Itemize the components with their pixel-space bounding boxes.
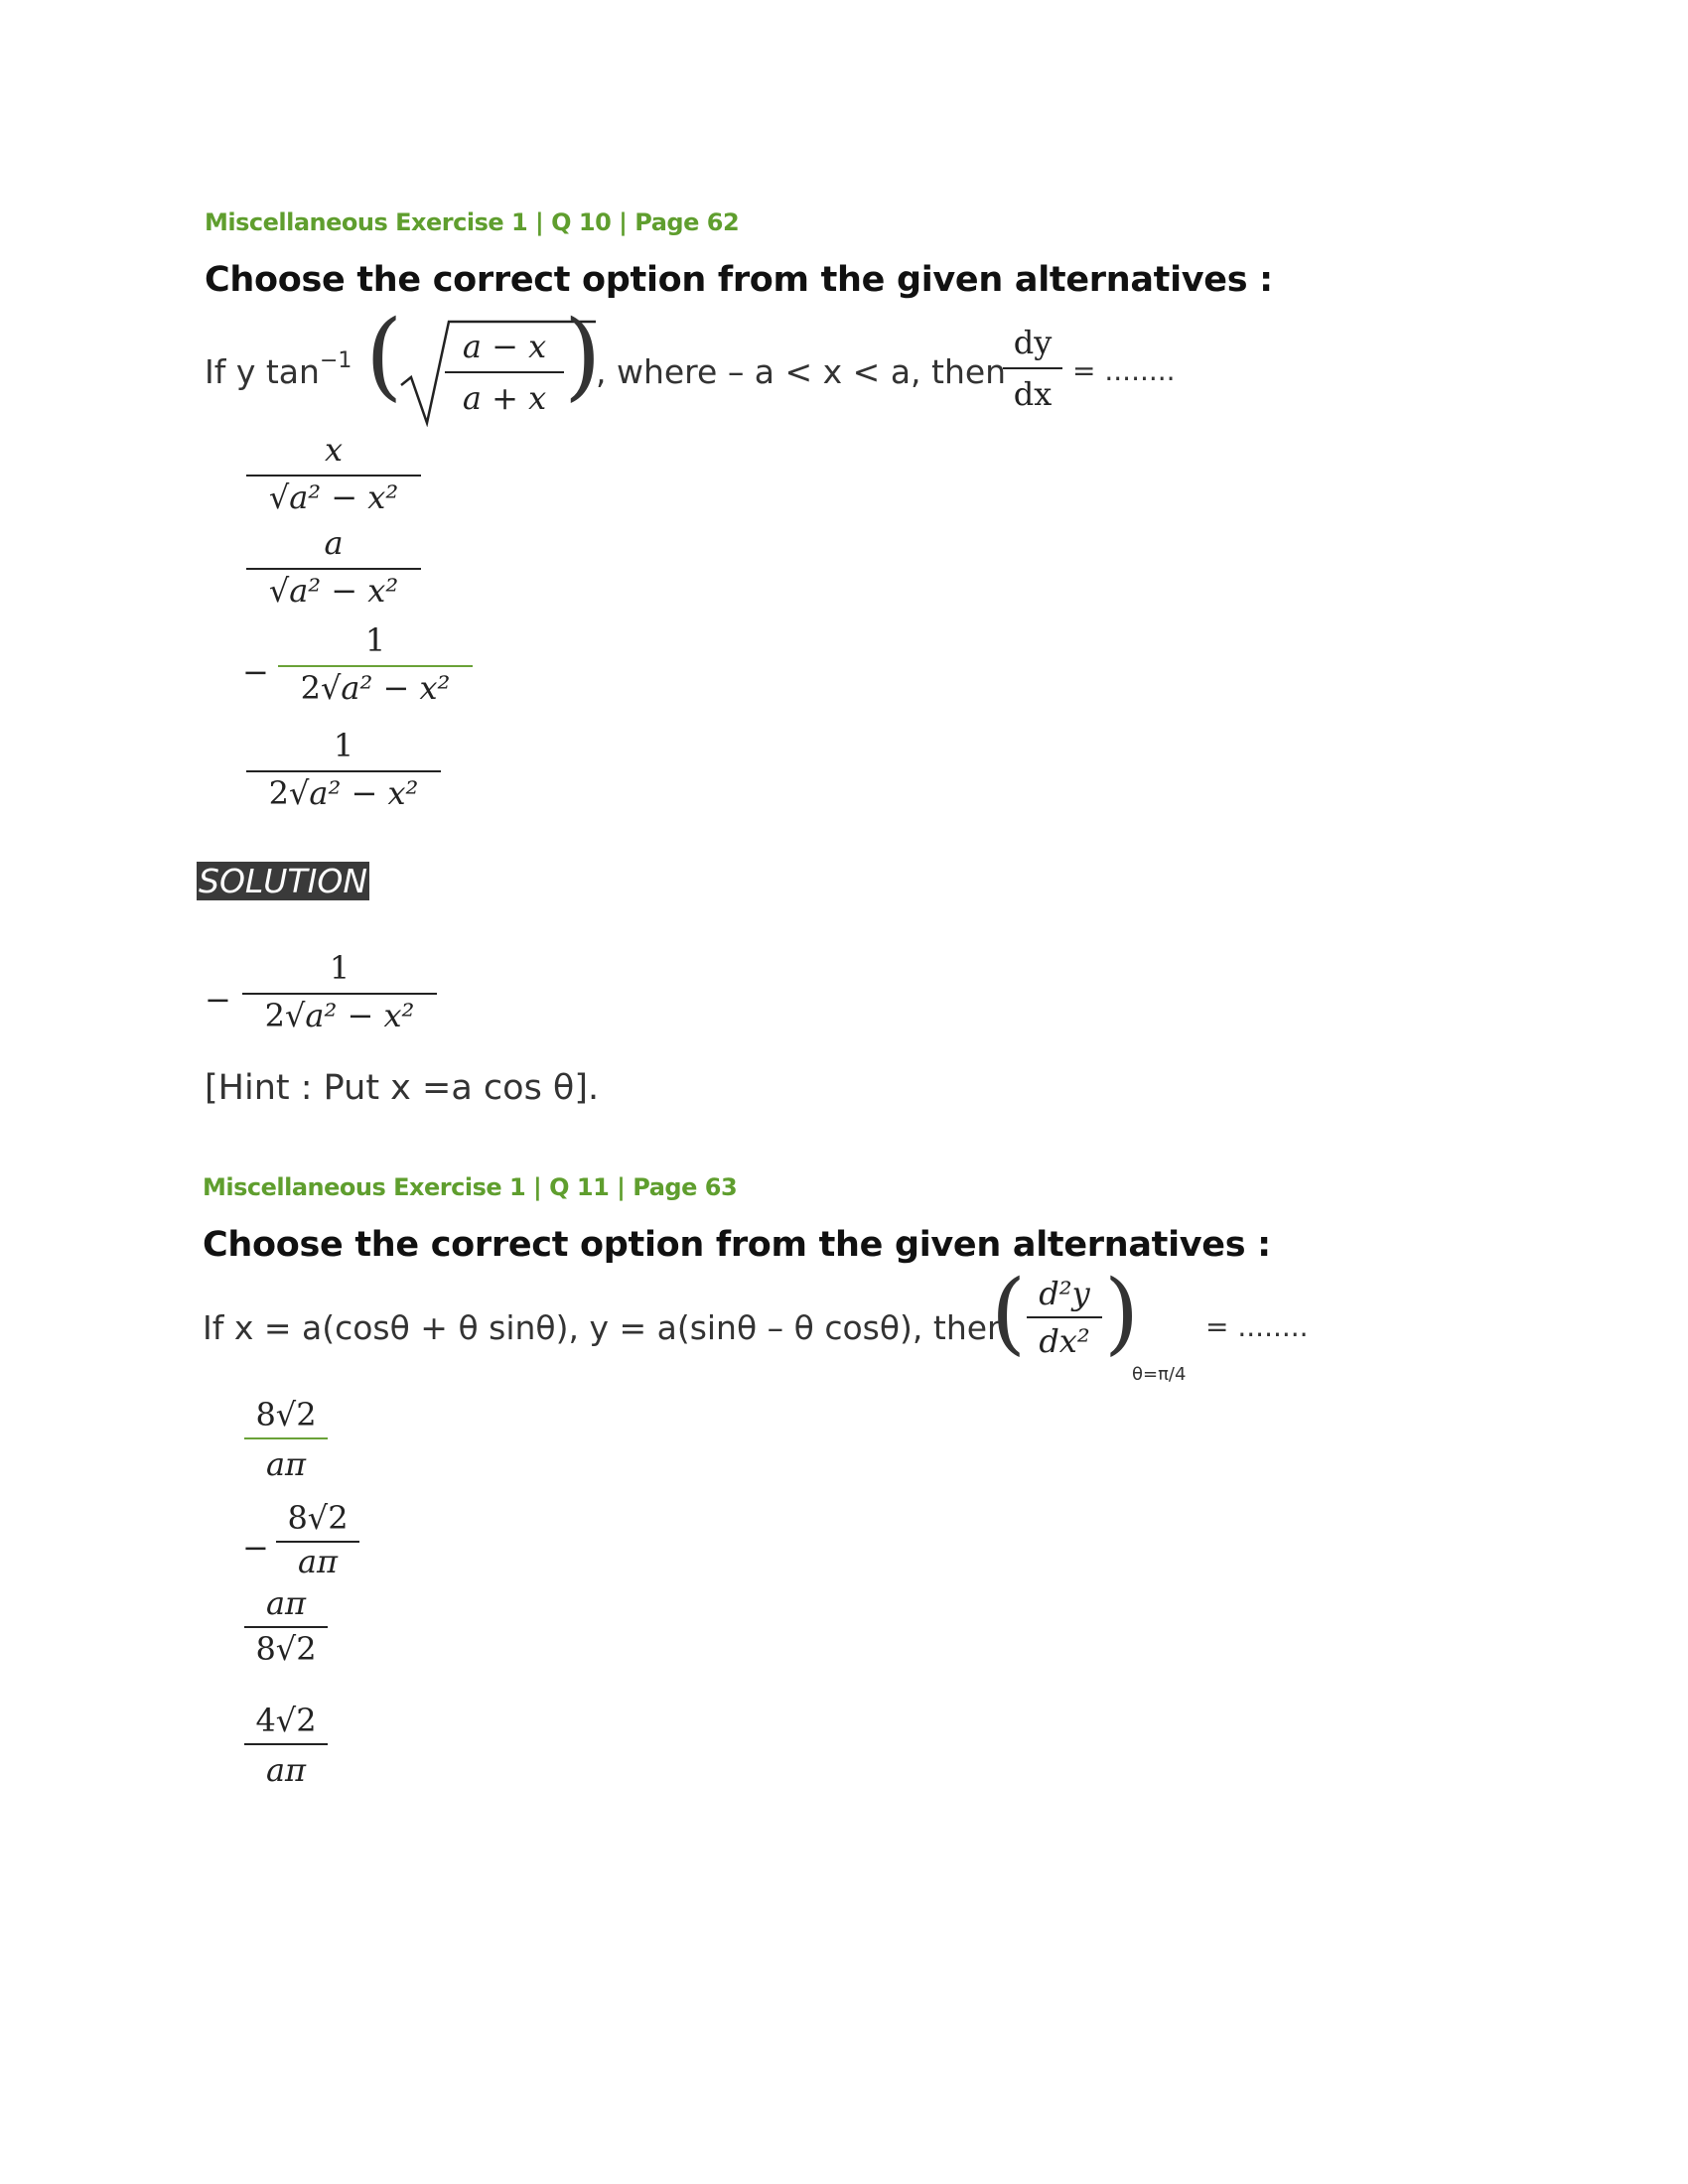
question-heading: Choose the correct option from the given alternatives : — [203, 1225, 1271, 1265]
right-paren: ) — [1104, 1261, 1140, 1365]
option-b-numerator: a — [324, 524, 344, 562]
option-c-numerator: 1 — [364, 621, 386, 659]
sqrt-numerator: a − x — [462, 328, 547, 365]
question-heading: Choose the correct option from the given alternatives : — [205, 260, 1273, 300]
stem-prefix: If y tan — [205, 352, 320, 391]
question-reference: Miscellaneous Exercise 1 | Q 11 | Page 63 — [203, 1173, 738, 1201]
option-b-numerator: 8√2 — [287, 1499, 349, 1537]
option-a-denominator: aπ — [265, 1445, 307, 1483]
derivative-numerator: dy — [1013, 324, 1053, 361]
option-a-numerator: 8√2 — [255, 1396, 317, 1433]
option-d-denominator: aπ — [265, 1751, 307, 1789]
option-d[interactable] — [246, 727, 441, 812]
option-c-sign: − — [242, 653, 269, 691]
option-b-sign: − — [242, 1529, 269, 1567]
option-c[interactable] — [244, 1584, 328, 1668]
option-b[interactable] — [276, 1499, 359, 1580]
option-d-numerator: 4√2 — [255, 1702, 317, 1739]
option-c-denominator: 8√2 — [255, 1630, 317, 1668]
second-derivative-denominator: dx² — [1039, 1322, 1090, 1360]
right-paren: ) — [564, 300, 602, 411]
sqrt-fraction — [445, 328, 564, 417]
option-b[interactable] — [246, 524, 421, 610]
hint-text: [Hint : Put x =a cos θ]. — [205, 1068, 600, 1108]
question-stem — [205, 348, 352, 391]
option-a-denominator: √a² − x² — [246, 478, 421, 516]
answer-numerator: 1 — [329, 949, 351, 987]
option-c-denominator: 2√a² − x² — [278, 669, 473, 707]
answer-sign: − — [205, 981, 231, 1019]
derivative-fraction — [1003, 324, 1062, 413]
answer-fraction — [242, 949, 437, 1034]
option-b-denominator: aπ — [297, 1543, 339, 1580]
stem-superscript: −1 — [319, 348, 352, 373]
answer-denominator: 2√a² − x² — [242, 997, 437, 1034]
stem-suffix: = ........ — [1205, 1310, 1309, 1343]
sqrt-denominator: a + x — [462, 379, 547, 417]
option-d-denominator: 2√a² − x² — [246, 774, 441, 812]
derivative-denominator: dx — [1013, 375, 1053, 413]
left-paren: ( — [991, 1261, 1027, 1365]
question-stem: If x = a(cosθ + θ sinθ), y = a(sinθ – θ cosθ), then — [203, 1308, 1008, 1347]
left-paren: ( — [365, 300, 403, 411]
second-derivative-fraction — [1027, 1275, 1102, 1360]
second-derivative-numerator: d²y — [1039, 1275, 1090, 1312]
option-b-denominator: √a² − x² — [246, 572, 421, 610]
stem-suffix: = ........ — [1072, 354, 1176, 387]
option-c[interactable] — [278, 621, 473, 707]
option-a[interactable] — [244, 1396, 328, 1483]
stem-middle: , where – a < x < a, then — [596, 352, 1007, 391]
solution-label[interactable]: SOLUTION — [199, 862, 368, 900]
evaluation-subscript: θ=π/4 — [1132, 1364, 1187, 1385]
option-d[interactable] — [244, 1702, 328, 1789]
question-reference: Miscellaneous Exercise 1 | Q 10 | Page 62 — [205, 208, 740, 236]
option-c-numerator: aπ — [265, 1584, 307, 1622]
option-a-numerator: x — [324, 431, 344, 469]
option-a[interactable] — [246, 431, 421, 516]
option-d-numerator: 1 — [333, 727, 354, 764]
